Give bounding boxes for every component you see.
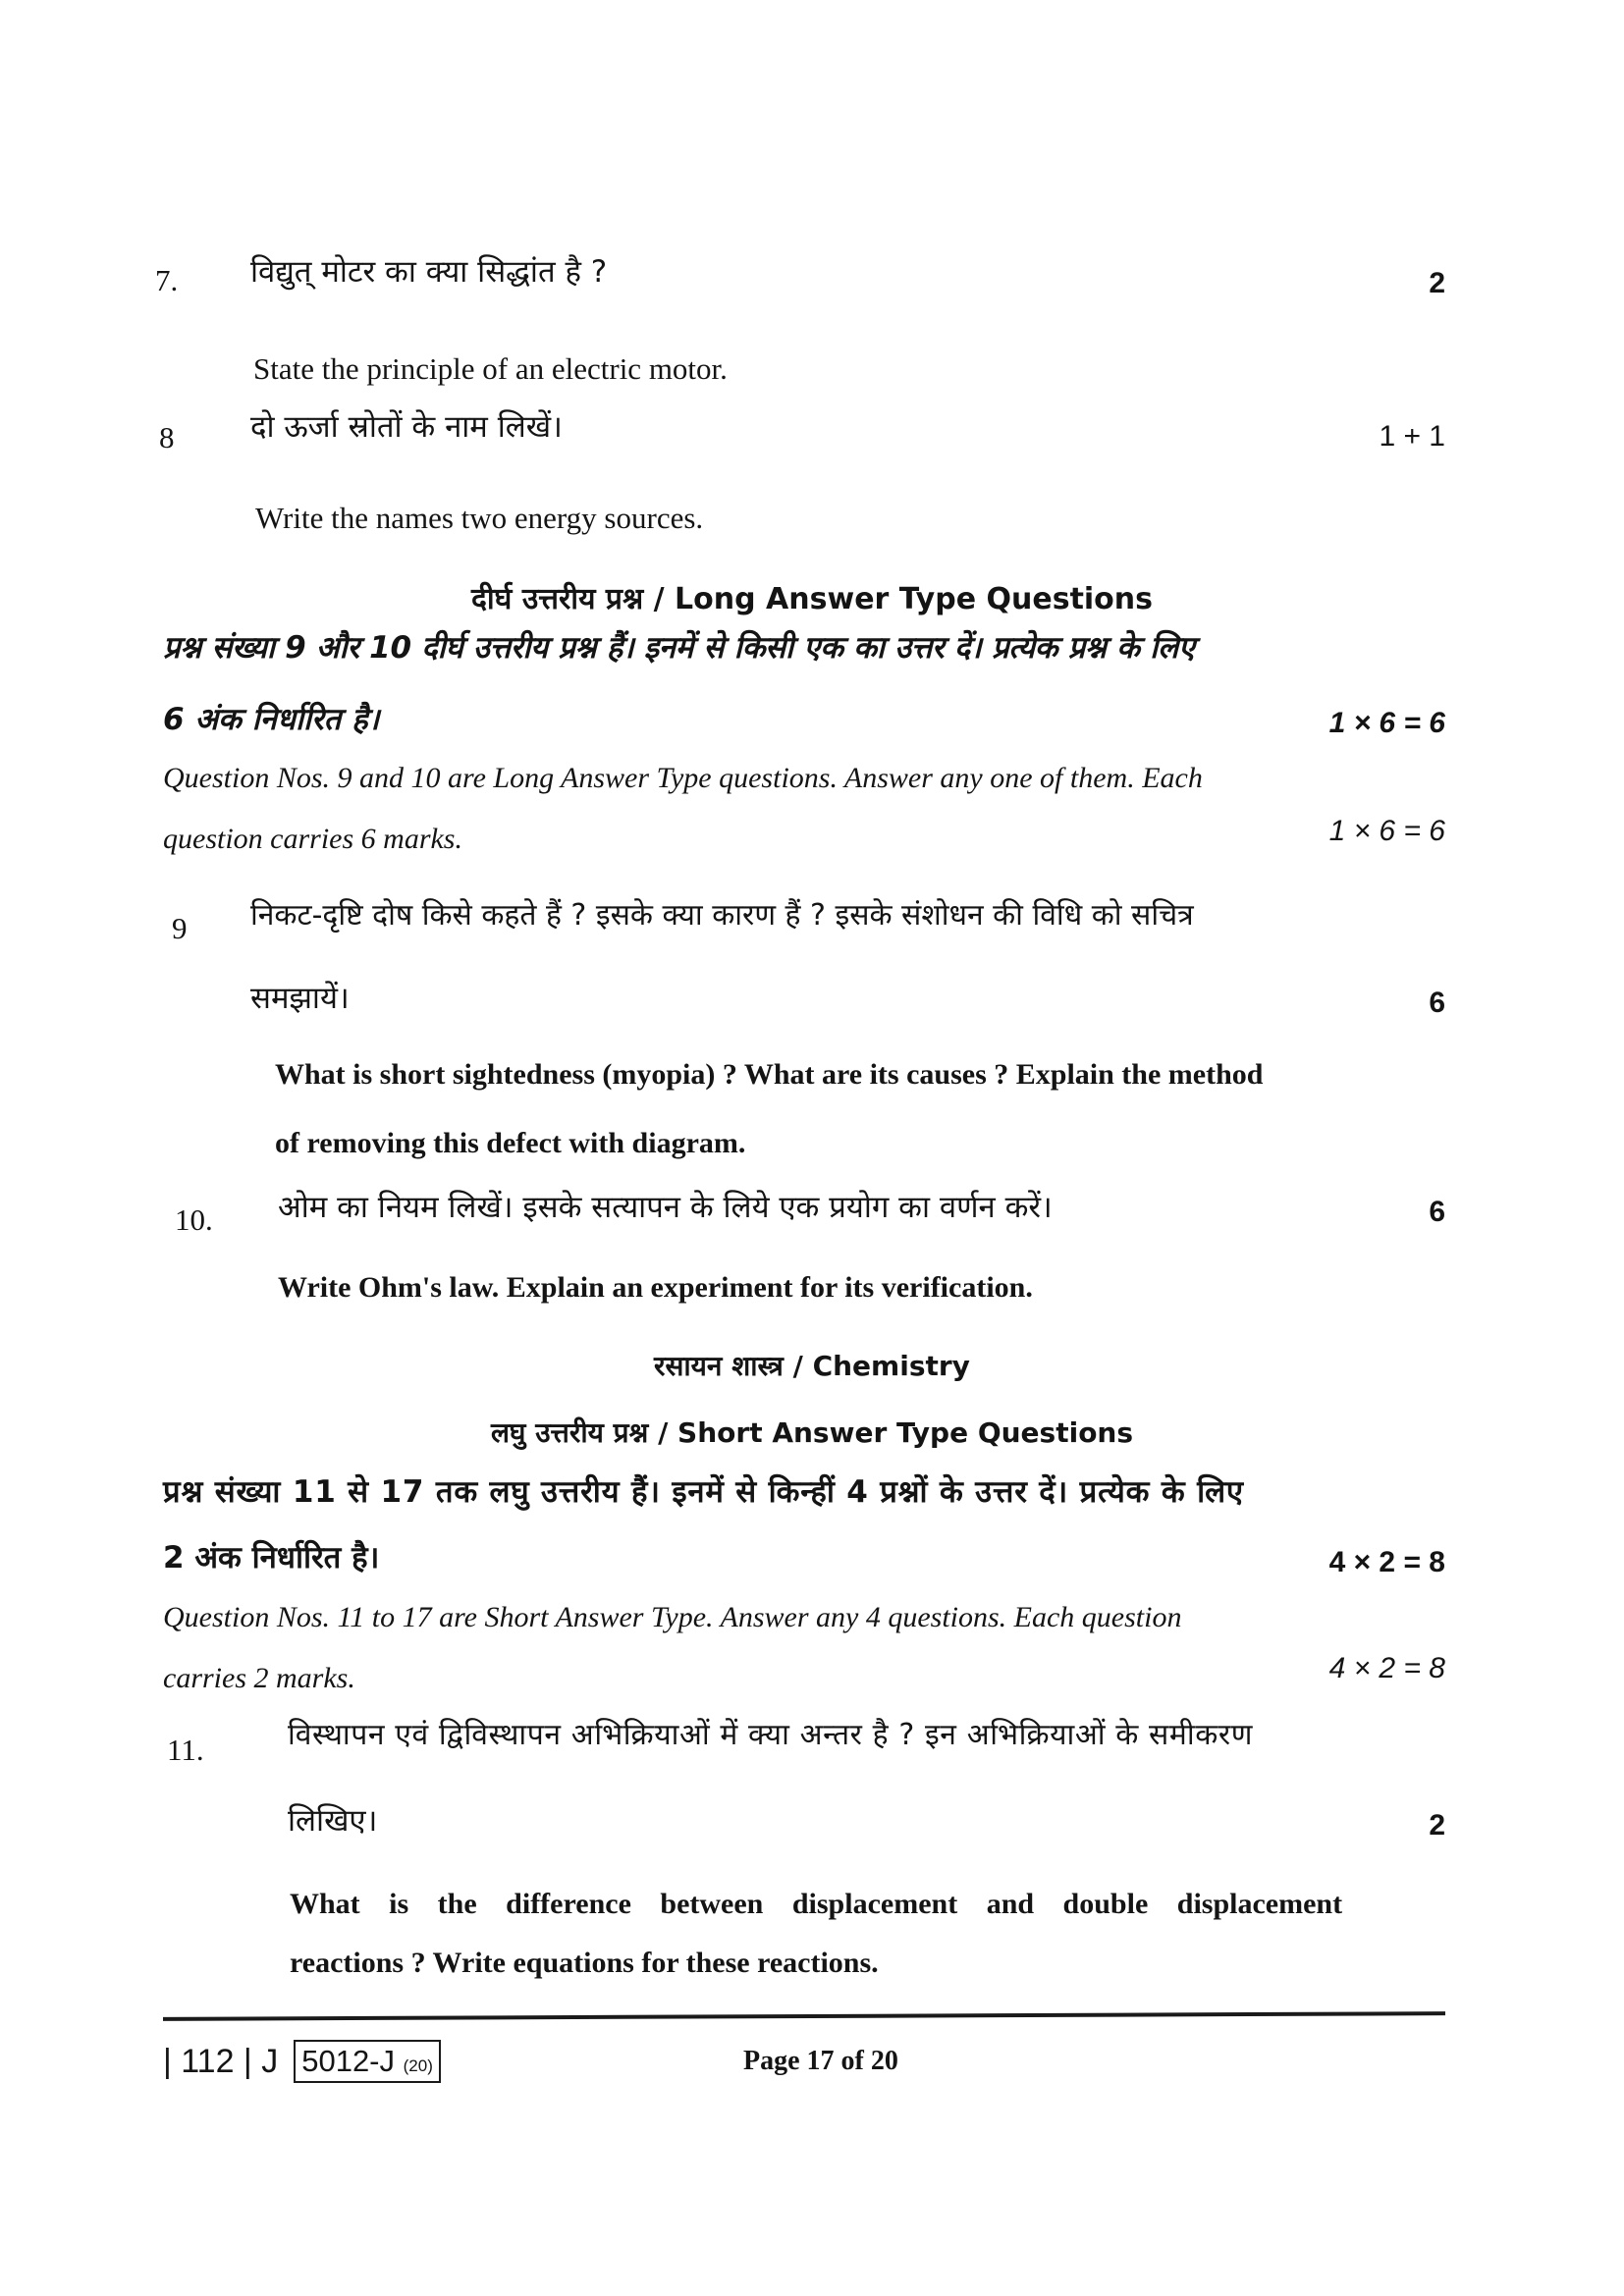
footer-divider [163, 2011, 1445, 2021]
short-instruction-english-1: Question Nos. 11 to 17 are Short Answer Type. Answer any 4 questions. Each question [163, 1601, 1182, 1633]
long-marks-english: 1 × 6 = 6 [1328, 815, 1445, 847]
question-9-english-1: What is short sightedness (myopia) ? What are its causes ? Explain the method [275, 1058, 1264, 1091]
long-marks-hindi: 1 × 6 = 6 [1328, 707, 1445, 739]
question-number: 11. [167, 1733, 204, 1767]
question-number: 8 [159, 420, 175, 454]
short-marks-english: 4 × 2 = 8 [1328, 1652, 1445, 1684]
long-instruction-english-1: Question Nos. 9 and 10 are Long Answer Type questions. Answer any one of them. Each [163, 762, 1203, 794]
set-code-box: 5012-J (20) [294, 2040, 441, 2083]
question-number: 10. [175, 1202, 213, 1237]
question-8-hindi: दो ऊर्जा स्रोतों के नाम लिखें। [250, 409, 563, 445]
question-number: 7. [155, 263, 179, 297]
question-9-english-2: of removing this defect with diagram. [275, 1127, 746, 1159]
question-7-hindi: विद्युत् मोटर का क्या सिद्धांत है ? [250, 254, 608, 290]
question-8-english: Write the names two energy sources. [255, 501, 704, 535]
question-9-hindi-2: समझायें। [250, 981, 350, 1016]
short-instruction-hindi-2: 2 अंक निर्धारित है। [163, 1540, 380, 1575]
question-9-marks: 6 [1429, 987, 1445, 1019]
long-instruction-english-2: question carries 6 marks. [163, 823, 462, 855]
paper-code: | 112 | J [163, 2042, 279, 2080]
short-instruction-hindi-1: प्रश्न संख्या 11 से 17 तक लघु उत्तरीय हैं। इनमें से किन्हीं 4 प्रश्नों के उत्तर दें। प्रत्येक के लिए [163, 1474, 1244, 1510]
question-11-hindi-2: लिखिए। [288, 1803, 378, 1839]
long-answer-heading: दीर्घ उत्तरीय प्रश्न / Long Answer Type Questions [470, 582, 1154, 616]
question-11-hindi-1: विस्थापन एवं द्विविस्थापन अभिक्रियाओं में क्या अन्तर है ? इन अभिक्रियाओं के समीकरण [288, 1718, 1254, 1752]
question-10-hindi: ओम का नियम लिखें। इसके सत्यापन के लिये एक प्रयोग का वर्णन करें। [278, 1190, 1053, 1225]
question-11-marks: 2 [1429, 1809, 1445, 1842]
short-marks-hindi: 4 × 2 = 8 [1328, 1546, 1445, 1578]
footer-code [163, 2040, 441, 2083]
short-answer-heading: लघु उत्तरीय प्रश्न / Short Answer Type Questions [490, 1416, 1134, 1449]
question-10-english: Write Ohm's law. Explain an experiment for its verification. [278, 1271, 1033, 1304]
page-number: Page 17 of 20 [743, 2046, 898, 2076]
chemistry-heading: रसायन शास्त्र / Chemistry [654, 1350, 970, 1382]
question-8-marks: 1 + 1 [1379, 420, 1445, 453]
long-instruction-hindi-2: 6 अंक निर्धारित है। [163, 702, 380, 737]
question-7-english: State the principle of an electric motor. [253, 351, 728, 386]
question-11-english-1: What is the difference between displacement and double displacement [290, 1888, 1343, 1920]
question-11-english-2: reactions ? Write equations for these reactions. [290, 1947, 879, 1979]
question-9-hindi-1: निकट-दृष्टि दोष किसे कहते हैं ? इसके क्या कारण हैं ? इसके संशोधन की विधि को सचित्र [250, 898, 1194, 933]
question-10-marks: 6 [1429, 1196, 1445, 1228]
question-7-marks: 2 [1429, 267, 1445, 299]
short-instruction-english-2: carries 2 marks. [163, 1662, 355, 1694]
long-instruction-hindi-1: प्रश्न संख्या 9 और 10 दीर्घ उत्तरीय प्रश्न हैं। इनमें से किसी एक का उत्तर दें। प्रत्येक प्रश्न के लिए [163, 630, 1195, 666]
question-number: 9 [172, 911, 188, 945]
